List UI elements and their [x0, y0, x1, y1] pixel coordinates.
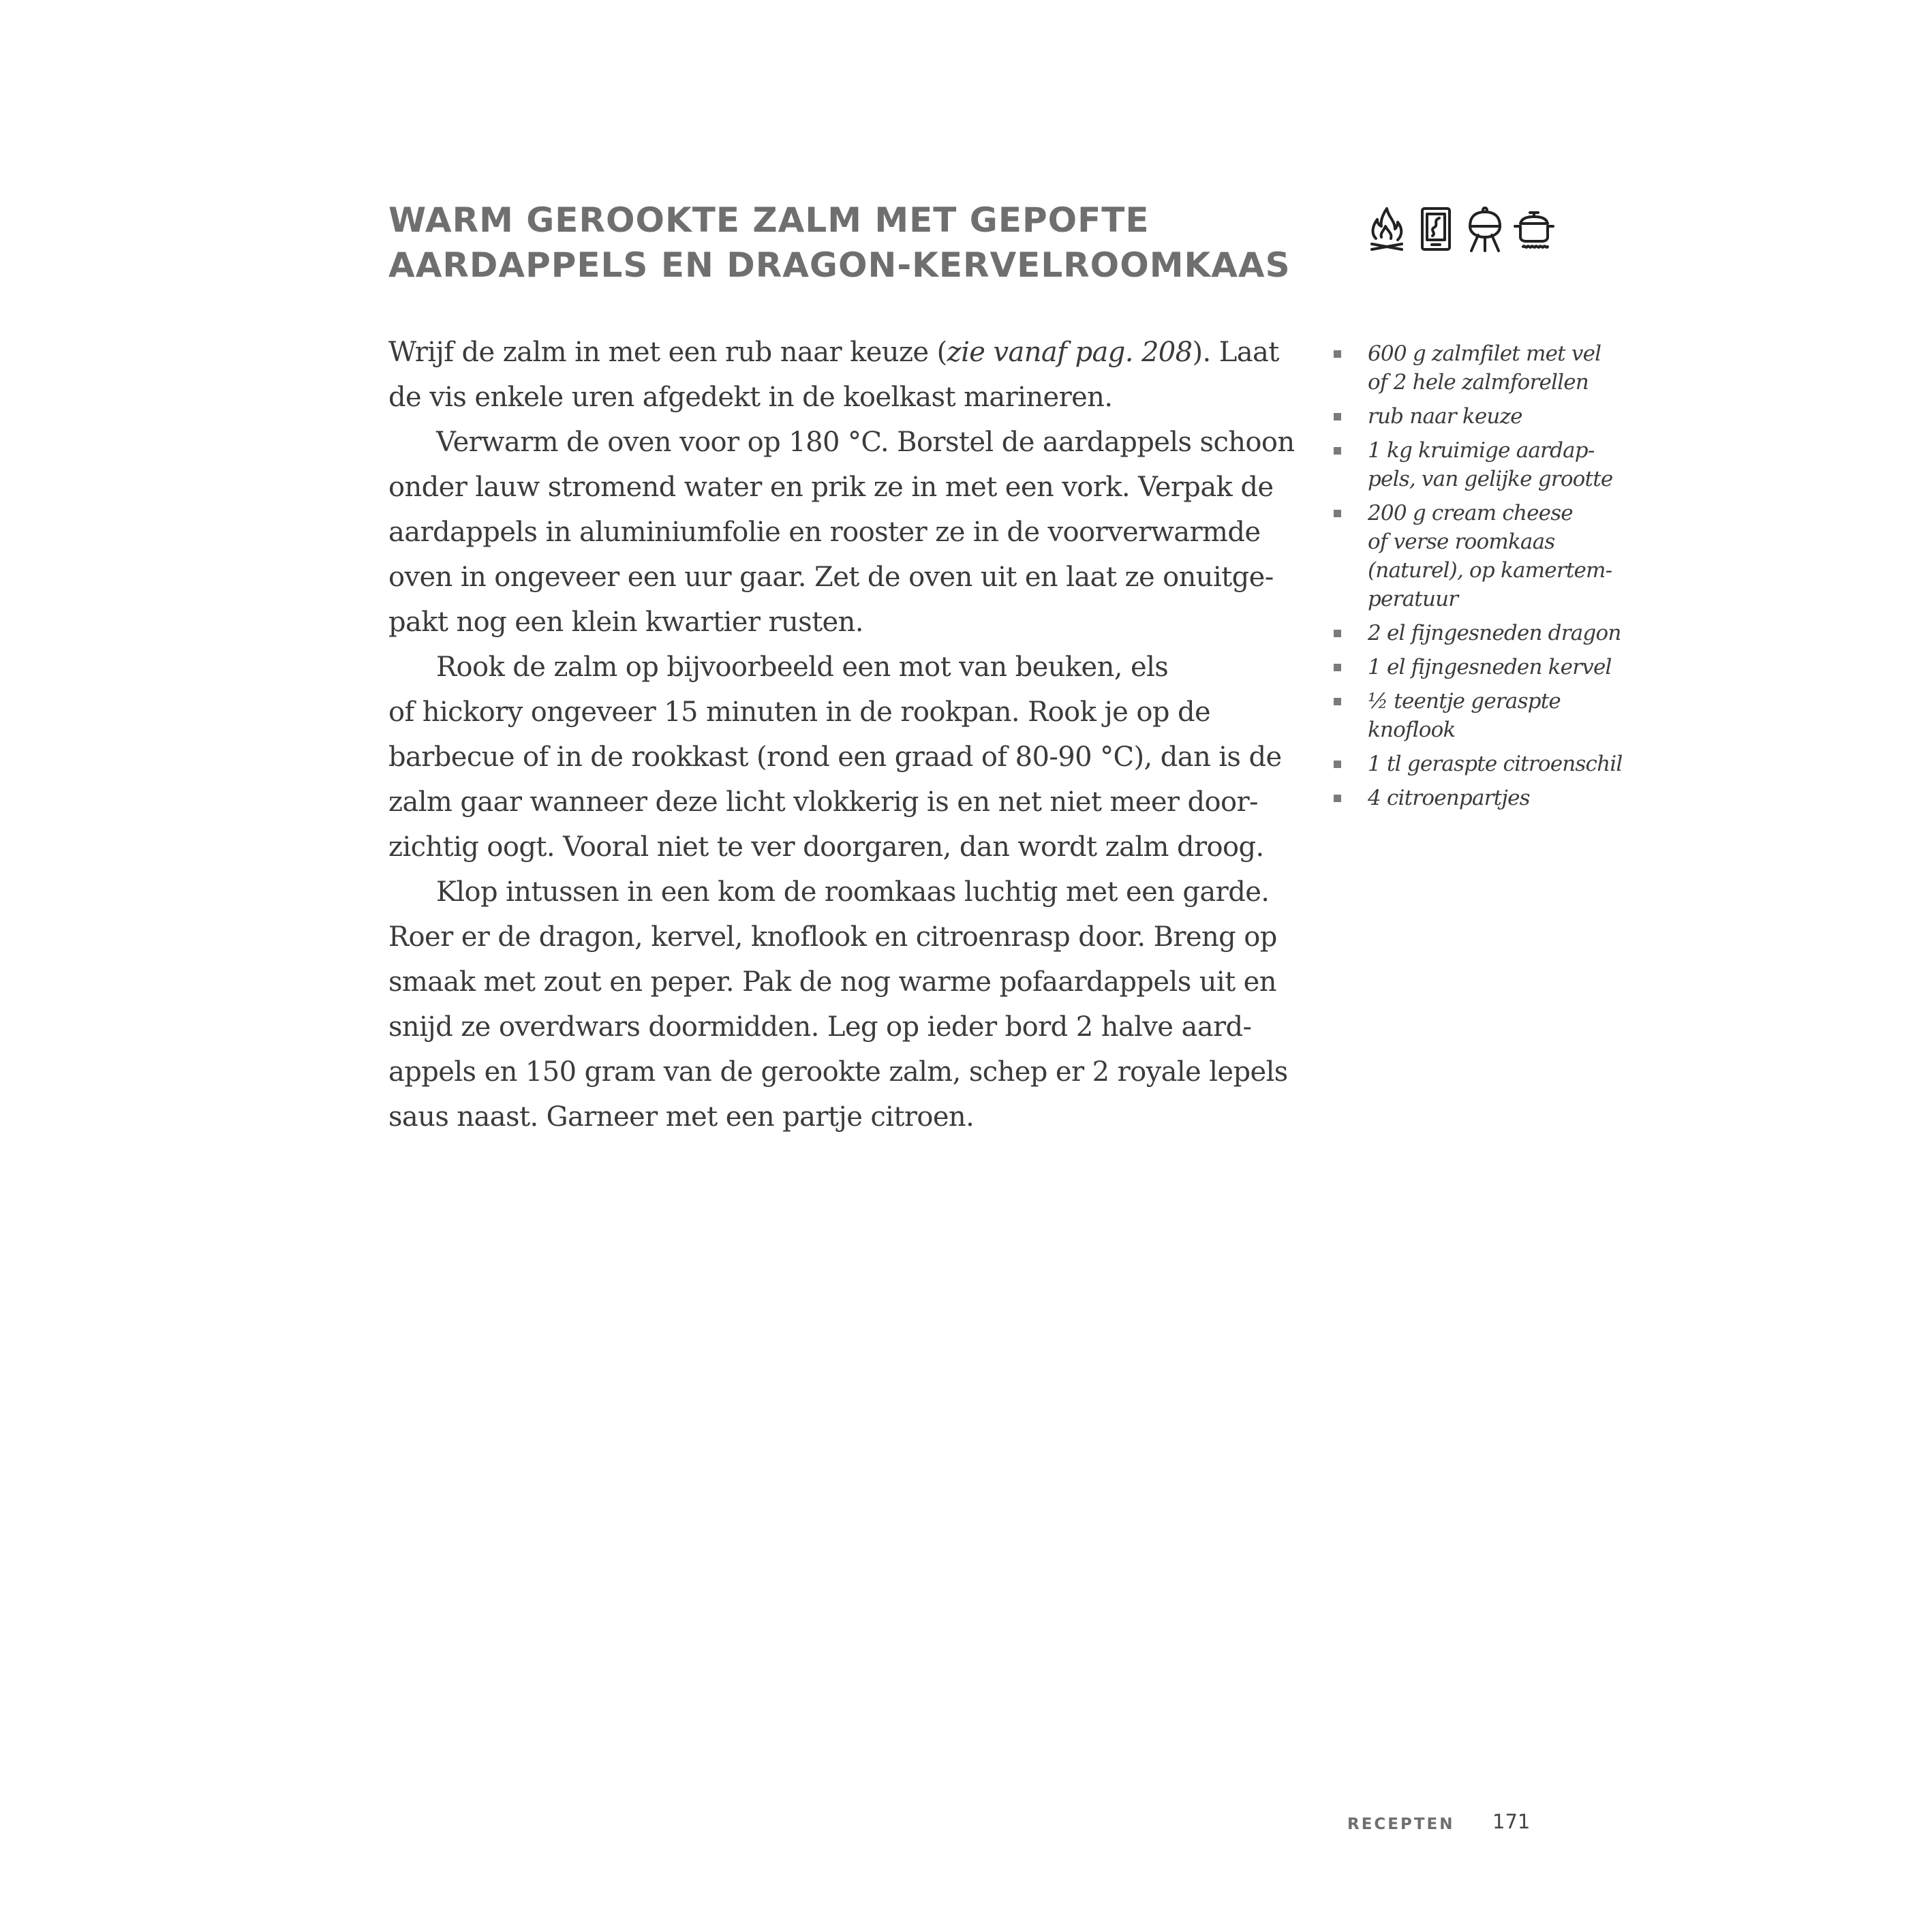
square-bullet-icon [1334, 447, 1341, 455]
instruction-line: de vis enkele uren afgedekt in de koelkast marineren. [388, 382, 1113, 413]
instruction-line: onder lauw stromend water en prik ze in met een vork. Verpak de [388, 472, 1274, 503]
recipe-title-line: AARDAPPELS EN DRAGON-KERVELROOMKAAS [388, 245, 1291, 285]
square-bullet-icon [1334, 350, 1341, 358]
square-bullet-icon [1334, 413, 1341, 420]
ingredient-item: 1 tl geraspte citroenschil [1332, 750, 1632, 778]
square-bullet-icon [1334, 510, 1341, 517]
ingredient-item: rub naar keuze [1332, 402, 1632, 431]
recipe-title [388, 198, 1291, 288]
instruction-line: oven in ongeveer een uur gaar. Zet de oven uit en laat ze onuitge- [388, 562, 1274, 593]
instruction-line: aardappels in aluminiumfolie en rooster ze in de voorverwarmde [388, 517, 1261, 548]
ingredient-item: 4 citroenpartjes [1332, 784, 1632, 812]
instruction-line: appels en 150 gram van de gerookte zalm, schep er 2 royale lepels [388, 1056, 1288, 1088]
recipe-instructions [388, 330, 1295, 1139]
instruction-line: Rook de zalm op bijvoorbeeld een mot van beuken, els [436, 651, 1169, 683]
smoker-cabinet-icon [1415, 206, 1456, 252]
ingredient-list [1332, 339, 1632, 818]
instruction-line: zalm gaar wanneer deze licht vlokkerig is en net niet meer door- [388, 786, 1258, 818]
ingredient-item: 200 g cream cheese of verse roomkaas (naturel), op kamertem- peratuur [1332, 499, 1632, 613]
instruction-line: smaak met zout en peper. Pak de nog warme pofaardappels uit en [388, 966, 1276, 998]
kettle-grill-icon [1465, 206, 1505, 252]
instruction-line: pakt nog een klein kwartier rusten. [388, 607, 863, 638]
square-bullet-icon [1334, 795, 1341, 802]
instruction-line: barbecue of in de rookkast (rond een graad of 80-90 °C), dan is de [388, 741, 1282, 773]
ingredient-item: ½ teentje geraspte knoflook [1332, 687, 1632, 744]
square-bullet-icon [1334, 664, 1341, 671]
square-bullet-icon [1334, 698, 1341, 705]
footer-section-label: RECEPTEN [1347, 1815, 1455, 1833]
ingredient-item: 1 el fijngesneden kervel [1332, 653, 1632, 681]
instruction-line: Roer er de dragon, kervel, knoflook en citroenrasp door. Breng op [388, 921, 1277, 953]
ingredient-item: 2 el fijngesneden dragon [1332, 619, 1632, 647]
square-bullet-icon [1334, 630, 1341, 637]
method-icons [1366, 206, 1554, 252]
ingredient-item: 600 g zalmfilet met vel of 2 hele zalmforellen [1332, 339, 1632, 397]
instruction-line: Verwarm de oven voor op 180 °C. Borstel de aardappels schoon [436, 427, 1295, 458]
instruction-line: saus naast. Garneer met een partje citroen. [388, 1101, 975, 1133]
ingredient-item: 1 kg kruimige aardap- pels, van gelijke grootte [1332, 436, 1632, 493]
instruction-line: snijd ze overdwars doormidden. Leg op ieder bord 2 halve aard- [388, 1011, 1252, 1043]
instruction-line: Wrijf de zalm in met een rub naar keuze (zie vanaf pag. 208). Laat [388, 337, 1279, 368]
smoking-pot-icon [1514, 206, 1554, 252]
instruction-line: zichtig oogt. Vooral niet te ver doorgaren, dan wordt zalm droog. [388, 831, 1264, 863]
page-reference: zie vanaf pag. 208 [947, 337, 1193, 368]
recipe-title-line: WARM GEROOKTE ZALM MET GEPOFTE [388, 200, 1150, 240]
square-bullet-icon [1334, 761, 1341, 768]
fire-icon [1366, 206, 1407, 252]
page-number: 171 [1492, 1810, 1531, 1833]
instruction-line: of hickory ongeveer 15 minuten in de rookpan. Rook je op de [388, 696, 1211, 728]
instruction-line: Klop intussen in een kom de roomkaas luchtig met een garde. [436, 876, 1270, 908]
